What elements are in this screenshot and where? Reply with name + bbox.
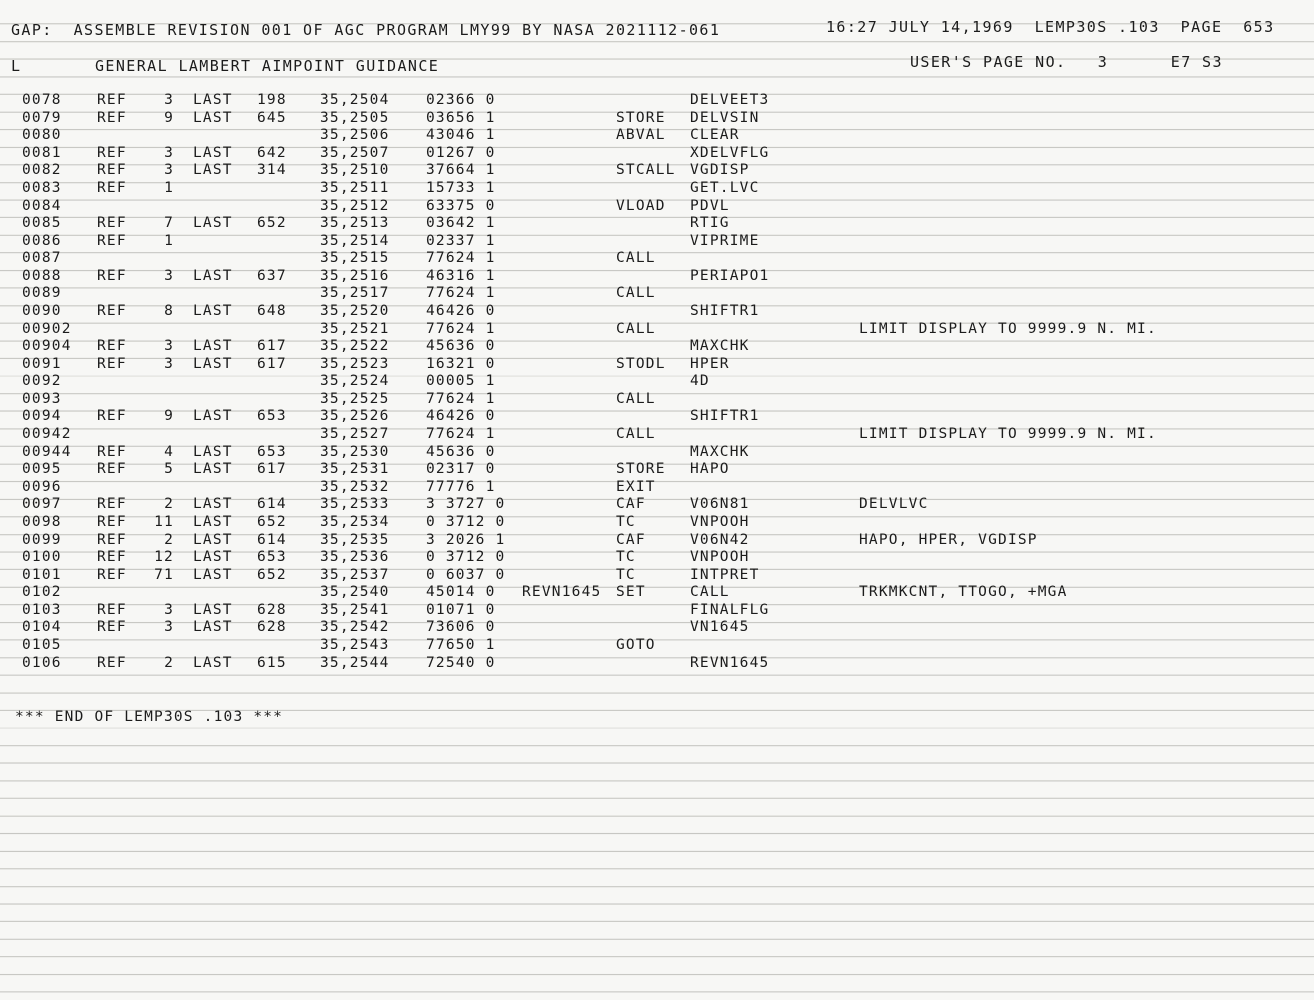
row-num: 0099 [22, 531, 62, 548]
row-ref: REF [97, 461, 127, 478]
row-addr: 35,2521 [320, 320, 390, 337]
row-ref: REF [97, 303, 127, 319]
row-comment: LIMIT DISPLAY TO 9999.9 N. MI. [859, 426, 1157, 442]
row-page: 637 [257, 267, 287, 284]
row-last: LAST [193, 566, 233, 583]
row-op: CALL [616, 320, 656, 337]
row-num: 0082 [22, 162, 62, 179]
row-operand: DELVSIN [690, 109, 760, 126]
row-ref: REF [97, 549, 127, 566]
row-operand: V06N81 [690, 496, 750, 513]
row-num: 0088 [22, 267, 62, 284]
row-cnt: 3 [164, 144, 174, 161]
row-operand: HAPO [690, 461, 730, 478]
row-addr: 35,2523 [320, 355, 390, 372]
row-cnt: 2 [164, 531, 174, 548]
row-last: LAST [193, 549, 233, 566]
row-addr: 35,2506 [320, 127, 390, 144]
row-page: 653 [257, 549, 287, 566]
row-ref: REF [97, 619, 127, 636]
row-op: STORE [616, 109, 666, 126]
row-addr: 35,2542 [320, 619, 390, 636]
row-num: 0083 [22, 179, 62, 196]
row-operand: FINALFLG [690, 601, 770, 618]
row-op: CAF [616, 496, 646, 513]
row-last: LAST [193, 355, 233, 372]
row-op: CALL [616, 390, 656, 407]
row-addr: 35,2531 [320, 461, 390, 478]
row-addr: 35,2543 [320, 637, 390, 653]
row-op: GOTO [616, 637, 656, 653]
row-ref: REF [97, 654, 127, 671]
row-addr: 35,2535 [320, 531, 390, 548]
row-ref: REF [97, 408, 127, 425]
row-operand: MAXCHK [690, 338, 750, 355]
row-addr: 35,2540 [320, 584, 390, 601]
row-addr: 35,2515 [320, 250, 390, 267]
row-addr: 35,2526 [320, 408, 390, 425]
row-code: 73606 0 [426, 619, 496, 636]
row-code: 45636 0 [426, 443, 496, 460]
row-code: 0 3712 0 [426, 549, 506, 566]
row-cnt: 2 [164, 654, 174, 671]
row-code: 03642 1 [426, 215, 496, 232]
row-operand: VNPOOH [690, 549, 750, 566]
row-last: LAST [193, 531, 233, 548]
row-num: 0081 [22, 144, 62, 161]
row-op: CALL [616, 426, 656, 442]
row-page: 652 [257, 513, 287, 530]
row-code: 46316 1 [426, 267, 496, 284]
row-operand: DELVEET3 [690, 92, 770, 108]
row-comment: TRKMKCNT, TTOGO, +MGA [859, 584, 1068, 601]
row-page: 642 [257, 144, 287, 161]
row-cnt: 3 [164, 338, 174, 355]
row-ref: REF [97, 355, 127, 372]
row-cnt: 3 [164, 619, 174, 636]
row-op: STORE [616, 461, 666, 478]
row-cnt: 1 [164, 179, 174, 196]
row-operand: INTPRET [690, 566, 760, 583]
row-op: TC [616, 566, 636, 583]
row-last: LAST [193, 92, 233, 108]
row-page: 653 [257, 408, 287, 425]
row-addr: 35,2522 [320, 338, 390, 355]
row-operand: XDELVFLG [690, 144, 770, 161]
row-cnt: 71 [154, 566, 174, 583]
row-operand: GET.LVC [690, 179, 760, 196]
row-num: 0094 [22, 408, 62, 425]
row-ref: REF [97, 179, 127, 196]
row-op: CAF [616, 531, 646, 548]
row-comment: LIMIT DISPLAY TO 9999.9 N. MI. [859, 320, 1157, 337]
row-page: 617 [257, 461, 287, 478]
row-cnt: 4 [164, 443, 174, 460]
row-cnt: 3 [164, 355, 174, 372]
row-operand: VN1645 [690, 619, 750, 636]
row-ref: REF [97, 162, 127, 179]
row-op: STODL [616, 355, 666, 372]
row-num: 0079 [22, 109, 62, 126]
row-cnt: 7 [164, 215, 174, 232]
user-page-number: USER'S PAGE NO. 3 E7 S3 [910, 53, 1223, 71]
row-last: LAST [193, 303, 233, 319]
row-cnt: 3 [164, 162, 174, 179]
row-num: 00904 [22, 338, 72, 355]
row-num: 0104 [22, 619, 62, 636]
row-cnt: 5 [164, 461, 174, 478]
row-addr: 35,2516 [320, 267, 390, 284]
row-addr: 35,2510 [320, 162, 390, 179]
row-num: 0092 [22, 373, 62, 390]
row-ref: REF [97, 215, 127, 232]
row-code: 01071 0 [426, 601, 496, 618]
row-last: LAST [193, 162, 233, 179]
row-page: 652 [257, 215, 287, 232]
row-operand: SHIFTR1 [690, 408, 760, 425]
row-ref: REF [97, 92, 127, 108]
row-num: 0096 [22, 478, 62, 495]
row-num: 00902 [22, 320, 72, 337]
section-title: GENERAL LAMBERT AIMPOINT GUIDANCE [95, 57, 440, 75]
row-num: 0103 [22, 601, 62, 618]
row-page: 314 [257, 162, 287, 179]
row-addr: 35,2534 [320, 513, 390, 530]
row-addr: 35,2513 [320, 215, 390, 232]
row-num: 0093 [22, 390, 62, 407]
row-code: 43046 1 [426, 127, 496, 144]
row-ref: REF [97, 338, 127, 355]
row-addr: 35,2530 [320, 443, 390, 460]
row-ref: REF [97, 443, 127, 460]
row-code: 45636 0 [426, 338, 496, 355]
row-num: 0084 [22, 197, 62, 214]
row-last: LAST [193, 338, 233, 355]
row-addr: 35,2537 [320, 566, 390, 583]
row-op: CALL [616, 285, 656, 302]
row-addr: 35,2511 [320, 179, 390, 196]
header-page-info: 16:27 JULY 14,1969 LEMP30S .103 PAGE 653 [826, 18, 1275, 36]
row-code: 46426 0 [426, 303, 496, 319]
row-code: 0 6037 0 [426, 566, 506, 583]
row-last: LAST [193, 461, 233, 478]
row-addr: 35,2525 [320, 390, 390, 407]
row-op: STCALL [616, 162, 676, 179]
row-num: 0097 [22, 496, 62, 513]
row-code: 02366 0 [426, 92, 496, 108]
row-operand: REVN1645 [690, 654, 770, 671]
row-cnt: 2 [164, 496, 174, 513]
row-ref: REF [97, 513, 127, 530]
row-last: LAST [193, 215, 233, 232]
row-cnt: 3 [164, 267, 174, 284]
row-addr: 35,2533 [320, 496, 390, 513]
row-operand: MAXCHK [690, 443, 750, 460]
row-num: 0101 [22, 566, 62, 583]
row-num: 0090 [22, 303, 62, 319]
row-page: 628 [257, 601, 287, 618]
row-comment: DELVLVC [859, 496, 929, 513]
row-page: 614 [257, 531, 287, 548]
row-code: 02337 1 [426, 232, 496, 249]
row-last: LAST [193, 144, 233, 161]
row-addr: 35,2524 [320, 373, 390, 390]
row-ref: REF [97, 267, 127, 284]
row-code: 0 3712 0 [426, 513, 506, 530]
row-operand: 4D [690, 373, 710, 390]
row-addr: 35,2514 [320, 232, 390, 249]
row-addr: 35,2532 [320, 478, 390, 495]
row-addr: 35,2520 [320, 303, 390, 319]
row-last: LAST [193, 443, 233, 460]
row-addr: 35,2507 [320, 144, 390, 161]
row-num: 0085 [22, 215, 62, 232]
row-code: 37664 1 [426, 162, 496, 179]
row-page: 198 [257, 92, 287, 108]
row-cnt: 3 [164, 601, 174, 618]
row-num: 00944 [22, 443, 72, 460]
row-addr: 35,2505 [320, 109, 390, 126]
row-operand: PDVL [690, 197, 730, 214]
row-op: TC [616, 549, 636, 566]
row-ref: REF [97, 109, 127, 126]
row-label: REVN1645 [522, 584, 602, 601]
row-op: CALL [616, 250, 656, 267]
row-code: 3 3727 0 [426, 496, 506, 513]
row-page: 614 [257, 496, 287, 513]
row-last: LAST [193, 654, 233, 671]
row-cnt: 1 [164, 232, 174, 249]
row-page: 648 [257, 303, 287, 319]
row-code: 45014 0 [426, 584, 496, 601]
row-addr: 35,2536 [320, 549, 390, 566]
row-operand: VNPOOH [690, 513, 750, 530]
row-code: 63375 0 [426, 197, 496, 214]
row-op: VLOAD [616, 197, 666, 214]
row-addr: 35,2541 [320, 601, 390, 618]
row-op: ABVAL [616, 127, 666, 144]
row-addr: 35,2527 [320, 426, 390, 442]
row-addr: 35,2504 [320, 92, 390, 108]
row-num: 0078 [22, 92, 62, 108]
row-num: 0095 [22, 461, 62, 478]
row-operand: VGDISP [690, 162, 750, 179]
row-cnt: 9 [164, 109, 174, 126]
row-code: 77624 1 [426, 250, 496, 267]
row-operand: PERIAPO1 [690, 267, 770, 284]
row-operand: VIPRIME [690, 232, 760, 249]
end-of-listing: *** END OF LEMP30S .103 *** [15, 709, 284, 725]
row-num: 0102 [22, 584, 62, 601]
row-code: 46426 0 [426, 408, 496, 425]
row-code: 77624 1 [426, 320, 496, 337]
row-code: 02317 0 [426, 461, 496, 478]
row-page: 645 [257, 109, 287, 126]
row-code: 77624 1 [426, 426, 496, 442]
row-addr: 35,2512 [320, 197, 390, 214]
header-title: GAP: ASSEMBLE REVISION 001 OF AGC PROGRAM LMY99 BY NASA 2021112-061 [11, 21, 721, 39]
row-last: LAST [193, 408, 233, 425]
row-addr: 35,2544 [320, 654, 390, 671]
row-op: EXIT [616, 478, 656, 495]
row-last: LAST [193, 619, 233, 636]
row-num: 0106 [22, 654, 62, 671]
row-ref: REF [97, 232, 127, 249]
row-code: 16321 0 [426, 355, 496, 372]
row-code: 77624 1 [426, 390, 496, 407]
row-comment: HAPO, HPER, VGDISP [859, 531, 1038, 548]
row-num: 0089 [22, 285, 62, 302]
row-page: 652 [257, 566, 287, 583]
header-marker: L [11, 57, 22, 75]
row-operand: RTIG [690, 215, 730, 232]
row-code: 77650 1 [426, 637, 496, 653]
row-cnt: 12 [154, 549, 174, 566]
row-ref: REF [97, 601, 127, 618]
row-operand: HPER [690, 355, 730, 372]
row-num: 0100 [22, 549, 62, 566]
row-page: 617 [257, 355, 287, 372]
row-page: 653 [257, 443, 287, 460]
row-code: 03656 1 [426, 109, 496, 126]
row-cnt: 3 [164, 92, 174, 108]
row-operand: SHIFTR1 [690, 303, 760, 319]
row-num: 0086 [22, 232, 62, 249]
row-cnt: 9 [164, 408, 174, 425]
row-num: 0091 [22, 355, 62, 372]
row-addr: 35,2517 [320, 285, 390, 302]
row-operand: V06N42 [690, 531, 750, 548]
row-page: 617 [257, 338, 287, 355]
row-code: 77624 1 [426, 285, 496, 302]
row-op: TC [616, 513, 636, 530]
row-last: LAST [193, 496, 233, 513]
row-last: LAST [193, 267, 233, 284]
row-ref: REF [97, 566, 127, 583]
row-cnt: 11 [154, 513, 174, 530]
row-cnt: 8 [164, 303, 174, 319]
row-page: 615 [257, 654, 287, 671]
row-code: 72540 0 [426, 654, 496, 671]
row-code: 00005 1 [426, 373, 496, 390]
row-last: LAST [193, 513, 233, 530]
row-code: 77776 1 [426, 478, 496, 495]
row-code: 15733 1 [426, 179, 496, 196]
row-code: 01267 0 [426, 144, 496, 161]
row-ref: REF [97, 144, 127, 161]
row-operand: CLEAR [690, 127, 740, 144]
row-code: 3 2026 1 [426, 531, 506, 548]
row-op: SET [616, 584, 646, 601]
row-ref: REF [97, 531, 127, 548]
row-num: 0080 [22, 127, 62, 144]
row-last: LAST [193, 109, 233, 126]
row-num: 0087 [22, 250, 62, 267]
row-ref: REF [97, 496, 127, 513]
row-num: 0098 [22, 513, 62, 530]
row-num: 00942 [22, 426, 72, 442]
row-num: 0105 [22, 637, 62, 653]
row-operand: CALL [690, 584, 730, 601]
row-page: 628 [257, 619, 287, 636]
row-last: LAST [193, 601, 233, 618]
